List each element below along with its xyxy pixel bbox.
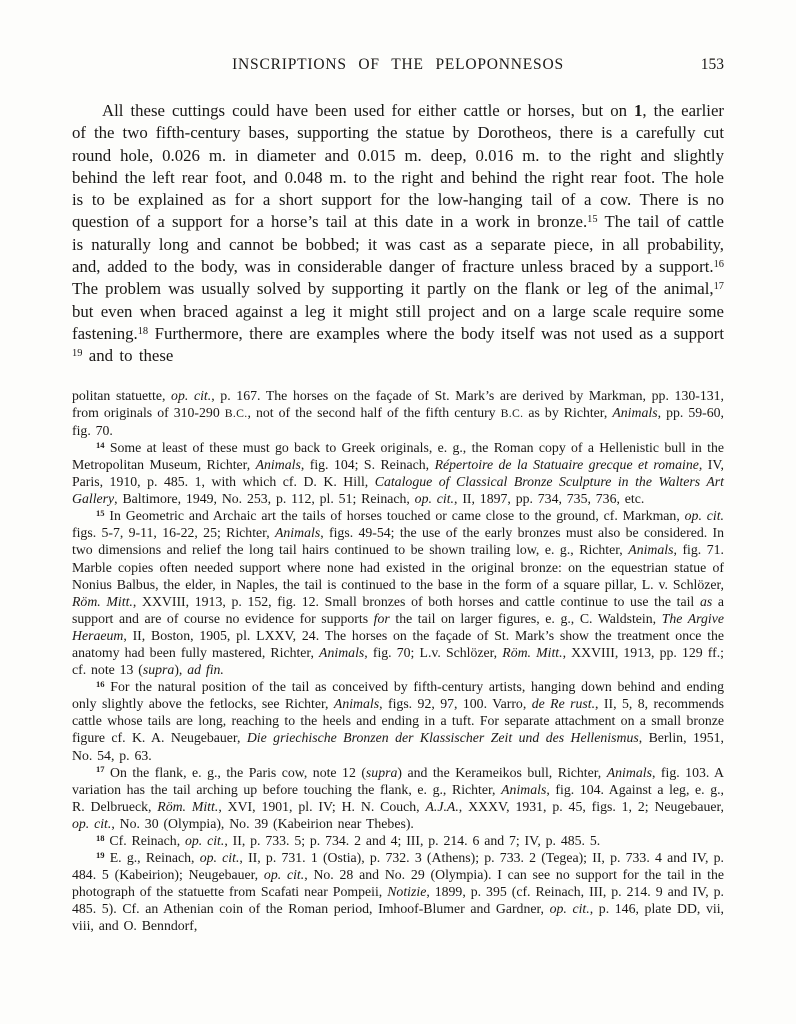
body-paragraph: All these cuttings could have been used for either cattle or horses, but on 1, the earlier of the two fifth-century bases, supporting the statue by Dorotheos, there is a carefully cut round hole, 0.026 m. in diameter and 0.015 m. deep, 0.016 m. to the right and slightly behind the left rear foot, and 0.048 m. to the right and behind the right rear foot. The hole is to be explained as for a short support for the low-hanging tail of a cow. There is no question of a support for a horse’s tail at this date in a work in bronze.$^{15}$ The tail of cattle is naturally long and cannot be bobbed; it was cast as a separate piece, in all probability, and, added to the body, was in considerable danger of fracture unless braced by a support.$^{16}$ The problem was usually solved by supporting it partly on the flank or leg of the animal,$^{17}$ but even when braced against a leg it might still project and on a large scale require some fastening.$^{18}$ Furthermore, there are examples where the body itself was not used as a support $^{19}$ and to these [72, 101, 724, 366]
footnote-16: $^{16}$ For the natural position of the tail as conceived by fifth-century artists, hanging down behind and ending only slightly above the fetlocks, see Richter, Animals, figs. 92, 97, 100. Varro, de Re rust., II, 5, 8, recommends cattle whose tails are long, reaching to the heels and ending in a tuft. For separate attachment on a small bronze figure cf. K. A. Neugebauer, Die griechische Bronzen der Klassischer Zeit und des Hellenismus, Berlin, 1951, No. 54, p. 63. [72, 678, 724, 763]
footnote-14: $^{14}$ Some at least of these must go back to Greek originals, e. g., the Roman copy of a Hellenistic bull in the Metropolitan Museum, Richter, Animals, fig. 104; S. Reinach, Répertoire de la Statuaire grecque et romaine, IV, Paris, 1910, p. 485. 1, with which cf. D. K. Hill, Catalogue of Classical Bronze Sculpture in the Walters Art Gallery, Baltimore, 1949, No. 253, p. 112, pl. 51; Reinach, op. cit., II, 1897, pp. 734, 735, 736, etc. [72, 439, 725, 507]
footnote-19: $^{19}$ E. g., Reinach, op. cit., II, p. 731. 1 (Ostia), p. 732. 3 (Athens); p. 733. 2 (Tegea); II, p. 733. 4 and IV, p. 484. 5 (Kabeirion); Neugebauer, op. cit., No. 28 and No. 29 (Olympia). I can see no support for the tail in the photograph of the statuette from Scafati near Pompeii, Notizie, 1899, p. 395 (cf. Reinach, III, p. 214. 9 and IV, p. 485. 5). Cf. an Athenian coin of the Roman period, Imhoof-Blumer and Gardner, op. cit., p. 146, plate DD, vii, viii, and O. Benndorf, [72, 849, 725, 934]
footnotes-section [72, 387, 724, 935]
running-head [72, 56, 724, 74]
footnote-13-continuation: politan statuette, op. cit., p. 167. The horses on the façade of St. Mark’s are derived by Markman, pp. 130-131, from originals of 310-290 B.C., not of the second half of the fifth century B.C. as by Richter, Animals, pp. 59-60, fig. 70. [72, 387, 725, 438]
footnote-18: $^{18}$ Cf. Reinach, op. cit., II, p. 733. 5; p. 734. 2 and 4; III, p. 214. 6 and 7; IV, p. 485. 5. [96, 832, 601, 848]
running-head-title: INSCRIPTIONS OF THE PELOPONNESOS [232, 56, 564, 73]
footnote-15: $^{15}$ In Geometric and Archaic art the tails of horses touched or came close to the ground, cf. Markman, op. cit. figs. 5-7, 9-11, 16-22, 25; Richter, Animals, figs. 49-54; the use of the early bronzes must also be considered. In two dimensions and relief the long tail hairs continued to be shown trailing low, e. g., Richter, Animals, fig. 71. Marble copies often needed support where none had existed in the original bronze: on the equestrian statue of Nonius Balbus, the elder, in Naples, the tail is continued to the base in the form of a square pillar, L. v. Schlözer, Röm. Mitt., XXVIII, 1913, p. 152, fig. 12. Small bronzes of both horses and cattle continue to use the tail as a support and are of course no evidence for supports for the tail on larger figures, e. g., C. Waldstein, The Argive Heraeum, II, Boston, 1905, pl. LXXV, 24. The horses on the façade of St. Mark’s show the treatment once the anatomy had been fully mastered, Richter, Animals, fig. 70; L.v. Schlözer, Röm. Mitt., XXVIII, 1913, pp. 129 ff.; cf. note 13 (supra), ad fin. [72, 507, 725, 678]
footnote-17: $^{17}$ On the flank, e. g., the Paris cow, note 12 (supra) and the Kerameikos bull, Richter, Animals, fig. 103. A variation has the tail arching up before touching the flank, e. g., Richter, Animals, fig. 104. Against a leg, e. g., R. Delbrueck, Röm. Mitt., XVI, 1901, pl. IV; H. N. Couch, A.J.A., XXXV, 1931, p. 45, figs. 1, 2; Neugebauer, op. cit., No. 30 (Olympia), No. 39 (Kabeirion near Thebes). [72, 764, 725, 831]
page-content [72, 56, 724, 935]
page-number: 153 [700, 56, 724, 73]
